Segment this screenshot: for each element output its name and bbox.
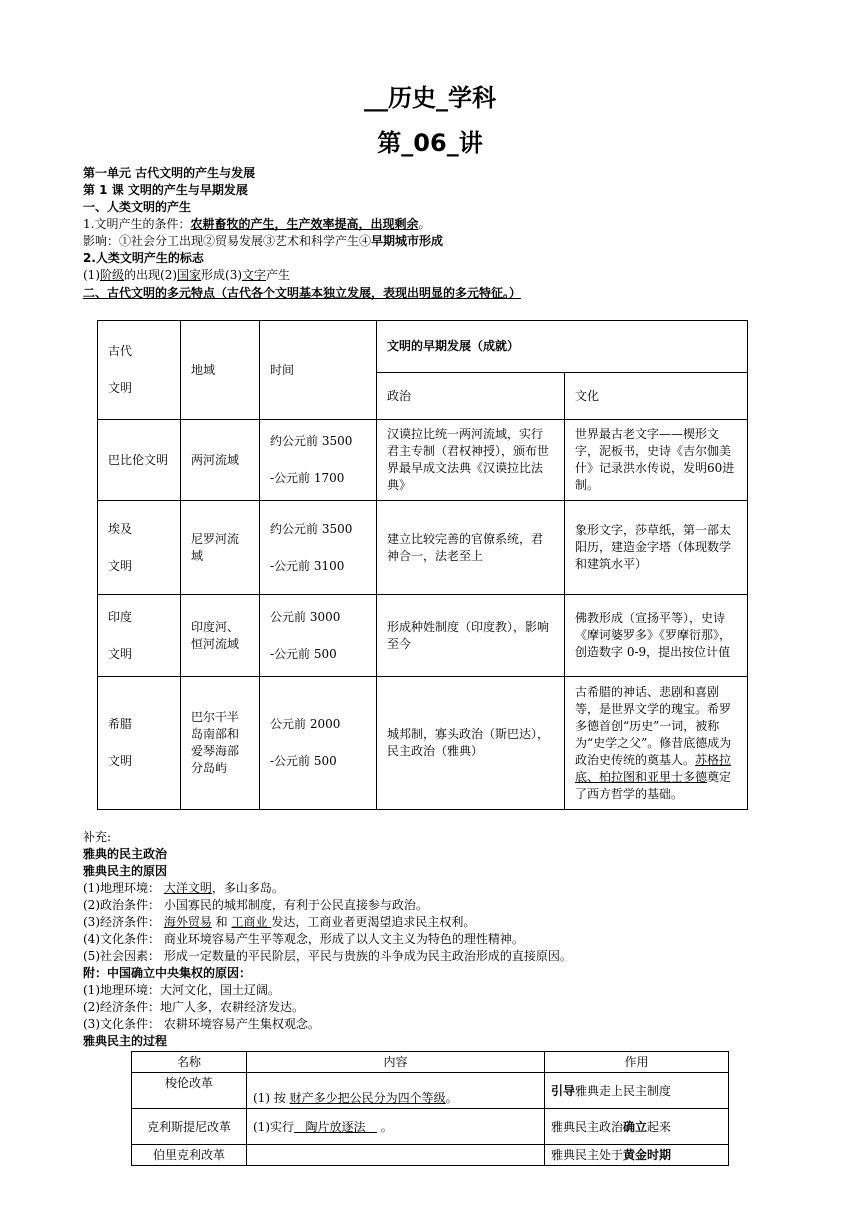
china-reason-1: (1)地理环境：大河文化，国土辽阔。 bbox=[83, 983, 280, 997]
header-culture: 文化 bbox=[565, 373, 748, 420]
civ-name: 埃及 文明 bbox=[98, 501, 181, 595]
header-politics: 政治 bbox=[377, 373, 565, 420]
athens-heading: 雅典的民主政治 bbox=[83, 847, 168, 861]
table-row bbox=[98, 677, 748, 810]
civ-politics: 形成种姓制度（印度教），影响至今 bbox=[377, 595, 565, 677]
table-row bbox=[98, 501, 748, 595]
header-civ: 古代 文明 bbox=[98, 321, 181, 420]
civ-politics: 汉谟拉比统一两河流域，实行君主专制（君权神授），颁布世界最早成文法典《汉谟拉比法典》 bbox=[377, 420, 565, 501]
civ-name: 印度 文明 bbox=[98, 595, 181, 677]
civ-time: 约公元前 3500 -公元前 1700 bbox=[260, 420, 377, 501]
reform-name: 梭伦改革 bbox=[132, 1073, 247, 1109]
signs-heading: 2.人类文明产生的标志 bbox=[83, 251, 204, 265]
table-header-row bbox=[132, 1052, 729, 1073]
reform-effect: 雅典民主政治确立起来 bbox=[545, 1109, 729, 1145]
table-row bbox=[132, 1145, 729, 1166]
unit-heading: 第一单元 古代文明的产生与发展 bbox=[83, 166, 256, 180]
civ-culture: 佛教形成（宣扬平等），史诗《摩诃婆罗多》《罗摩衍那》，创造数字 0-9，提出按位计值 bbox=[565, 595, 748, 677]
civ-culture: 古希腊的神话、悲剧和喜剧等，是世界文学的瑰宝。希罗多德首创“历史”一词，被称为“史学之父”。修昔底德成为政治史传统的奠基人。苏格拉底、柏拉图和亚里士多德奠定了西方哲学的基础。 bbox=[565, 677, 748, 810]
lesson-heading: 第 1 课 文明的产生与早期发展 bbox=[83, 183, 248, 197]
reform-content: (1) 按 财产多少把公民分为四个等级。 bbox=[247, 1073, 545, 1109]
reason-3: (3)经济条件： 海外贸易 和 工商业 发达，工商业者更渴望追求民主权利。 bbox=[83, 915, 476, 929]
reason-4: (4)文化条件： 商业环境容易产生平等观念，形成了以人文主义为特色的理性精神。 bbox=[83, 932, 524, 946]
civilizations-table bbox=[97, 320, 748, 810]
china-reason-2: (2)经济条件：地广人多，农耕经济发达。 bbox=[83, 1000, 304, 1014]
reform-content bbox=[247, 1145, 545, 1166]
process-heading: 雅典民主的过程 bbox=[83, 1034, 168, 1048]
reasons-heading: 雅典民主的原因 bbox=[83, 864, 168, 878]
civ-name: 希腊 文明 bbox=[98, 677, 181, 810]
table-row bbox=[132, 1073, 729, 1109]
section2-heading: 二、古代文明的多元特点（古代各个文明基本独立发展，表现出明显的多元特征。） bbox=[83, 286, 522, 300]
civ-politics: 建立比较完善的官僚系统，君神合一，法老至上 bbox=[377, 501, 565, 595]
supplement-label: 补充: bbox=[83, 830, 112, 844]
header-development: 文明的早期发展（成就） bbox=[377, 321, 748, 373]
header-time: 时间 bbox=[260, 321, 377, 420]
china-reason-3: (3)文化条件： 农耕环境容易产生集权观念。 bbox=[83, 1017, 320, 1031]
table-row bbox=[98, 595, 748, 677]
reform-table bbox=[131, 1051, 729, 1166]
civ-culture: 象形文字，莎草纸，第一部太阳历，建造金字塔（体现数学和建筑水平） bbox=[565, 501, 748, 595]
civ-name: 巴比伦文明 bbox=[98, 420, 181, 501]
civ-time: 公元前 2000 -公元前 500 bbox=[260, 677, 377, 810]
table-row bbox=[98, 420, 748, 501]
civ-time: 约公元前 3500 -公元前 3100 bbox=[260, 501, 377, 595]
china-heading: 附：中国确立中央集权的原因： bbox=[83, 966, 252, 980]
civilization-conditions: 1.文明产生的条件：农耕畜牧的产生，生产效率提高，出现剩余。 bbox=[83, 217, 431, 231]
header-name: 名称 bbox=[132, 1052, 247, 1073]
reform-name: 克利斯提尼改革 bbox=[132, 1109, 247, 1145]
header-effect: 作用 bbox=[545, 1052, 729, 1073]
civilization-impact: 影响：①社会分工出现②贸易发展③艺术和科学产生④早期城市形成 bbox=[83, 234, 444, 248]
reform-effect: 引导雅典走上民主制度 bbox=[545, 1073, 729, 1109]
civ-region: 印度河、恒河流域 bbox=[181, 595, 260, 677]
header-region: 地域 bbox=[181, 321, 260, 420]
section1-heading: 一、人类文明的产生 bbox=[83, 200, 192, 214]
civ-region: 两河流域 bbox=[181, 420, 260, 501]
table-row bbox=[132, 1109, 729, 1145]
civ-region: 尼罗河流域 bbox=[181, 501, 260, 595]
civ-region: 巴尔干半岛南部和爱琴海部分岛屿 bbox=[181, 677, 260, 810]
reason-5: (5)社会因素： 形成一定数量的平民阶层，平民与贵族的斗争成为民主政治形成的直接原因。 bbox=[83, 949, 572, 963]
lecture-title: 第_06_讲 bbox=[377, 129, 483, 157]
reform-name: 伯里克利改革 bbox=[132, 1145, 247, 1166]
reform-effect: 雅典民主处于黄金时期 bbox=[545, 1145, 729, 1166]
subject-title: __历史_学科 bbox=[364, 84, 496, 112]
civ-politics: 城邦制，寡头政治（斯巴达），民主政治（雅典） bbox=[377, 677, 565, 810]
table-header-row bbox=[98, 321, 748, 373]
civilization-signs: (1)阶级的出现(2)国家形成(3)文字产生 bbox=[83, 268, 291, 282]
reason-2: (2)政治条件： 小国寡民的城邦制度，有利于公民直接参与政治。 bbox=[83, 898, 428, 912]
header-content: 内容 bbox=[247, 1052, 545, 1073]
civ-culture: 世界最古老文字——楔形文字，泥板书，史诗《吉尔伽美什》记录洪水传说，发明60进制。 bbox=[565, 420, 748, 501]
civ-time: 公元前 3000 -公元前 500 bbox=[260, 595, 377, 677]
reason-1: (1)地理环境： 大洋文明，多山多岛。 bbox=[83, 881, 284, 895]
reform-content: (1)实行 陶片放逐法 。 bbox=[247, 1109, 545, 1145]
